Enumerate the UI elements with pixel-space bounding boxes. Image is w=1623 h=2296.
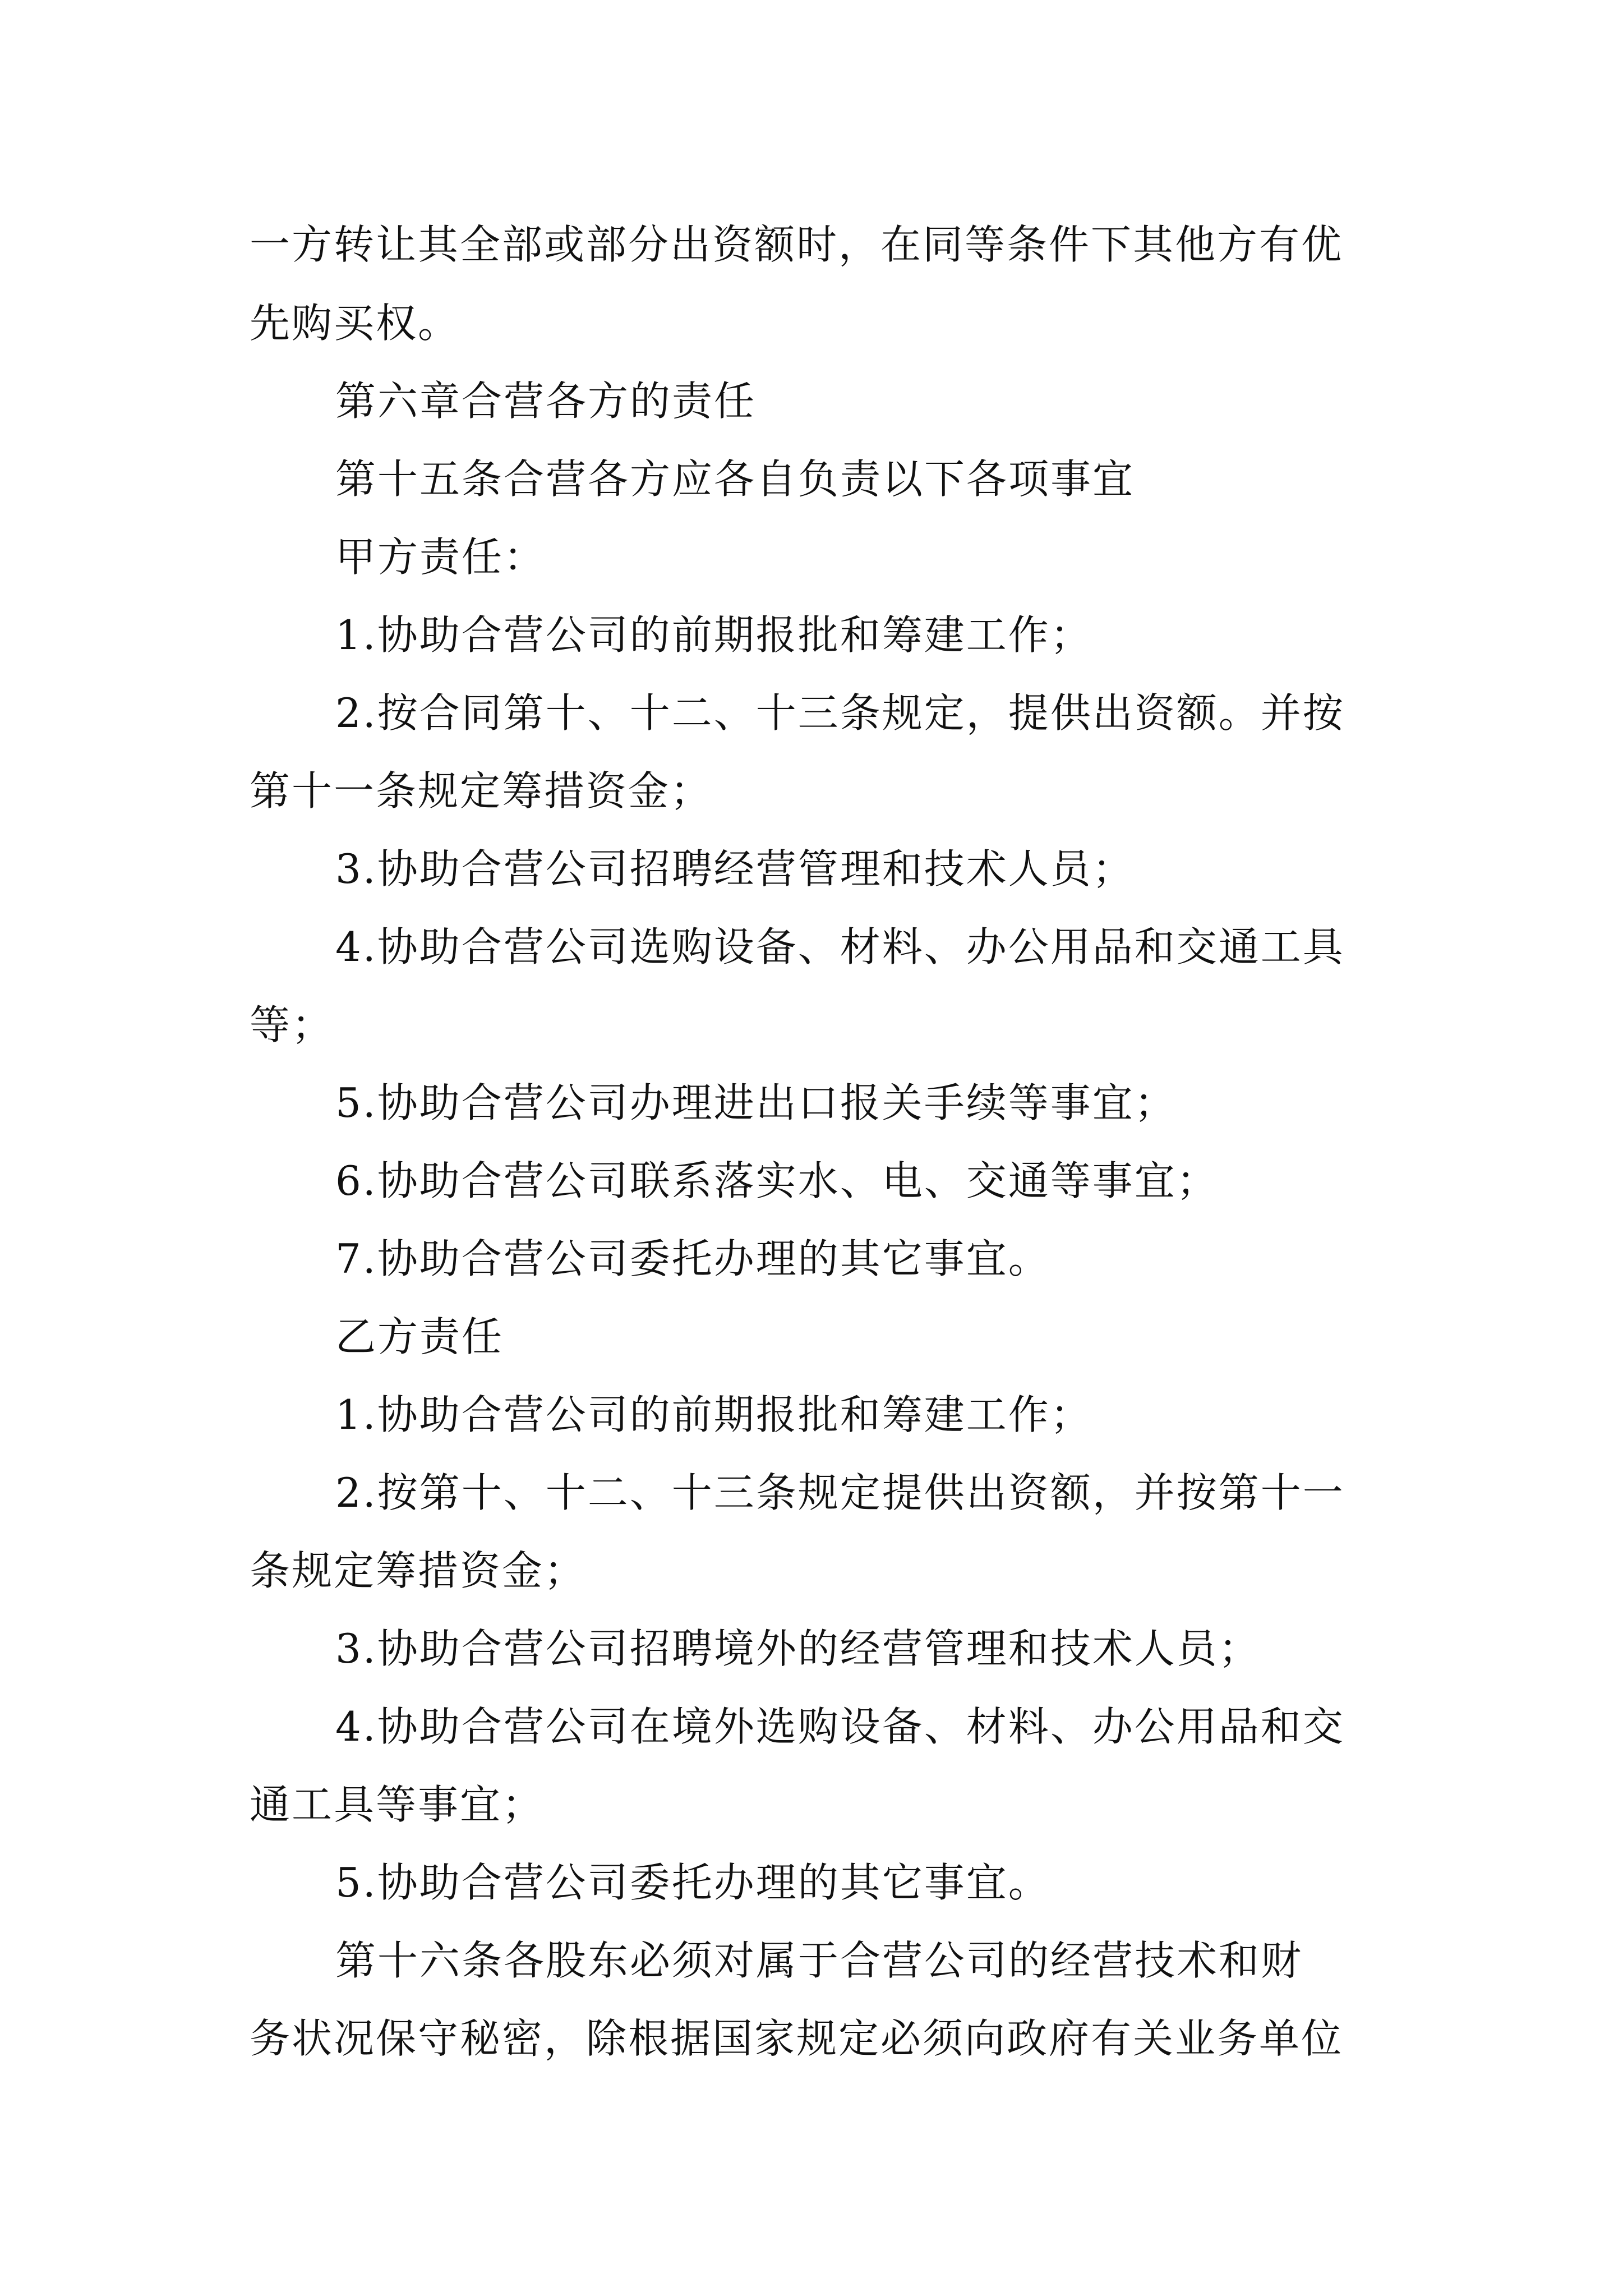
party-a-heading: 甲方责任： (335, 533, 546, 581)
text-line: 先购买权。 (250, 300, 460, 347)
party-b-heading: 乙方责任 (335, 1313, 504, 1360)
list-item: 3.协助合营公司招聘境外的经营管理和技术人员； (335, 1625, 1261, 1672)
list-item: 5.协助合营公司办理进出口报关手续等事宜； (335, 1079, 1177, 1126)
article-heading: 第十五条合营各方应各自负责以下各项事宜 (335, 455, 1135, 503)
list-item: 4.协助合营公司选购设备、材料、办公用品和交通工具 (335, 923, 1345, 970)
list-item: 3.协助合营公司招聘经营管理和技术人员； (335, 845, 1135, 892)
text-line: 一方转让其全部或部分出资额时，在同等条件下其他方有优 (250, 221, 1344, 268)
text-line: 务状况保守秘密，除根据国家规定必须向政府有关业务单位 (250, 2015, 1344, 2062)
list-item: 6.协助合营公司联系落实水、电、交通等事宜； (335, 1157, 1219, 1204)
list-item: 2.按合同第十、十二、十三条规定，提供出资额。并按 (335, 689, 1345, 737)
text-line: 第十一条规定筹措资金； (250, 767, 713, 815)
text-line: 等； (250, 1001, 334, 1048)
text-line: 条规定筹措资金； (250, 1547, 587, 1594)
list-item: 4.协助合营公司在境外选购设备、材料、办公用品和交 (335, 1703, 1345, 1750)
list-item: 2.按第十、十二、十三条规定提供出资额，并按第十一 (335, 1469, 1345, 1516)
list-item: 7.协助合营公司委托办理的其它事宜。 (335, 1235, 1050, 1282)
text-line: 通工具等事宜； (250, 1781, 545, 1828)
article-paragraph: 第十六条各股东必须对属于合营公司的经营技术和财 (335, 1937, 1303, 1984)
chapter-heading: 第六章合营各方的责任 (335, 378, 757, 425)
list-item: 5.协助合营公司委托办理的其它事宜。 (335, 1859, 1050, 1906)
list-item: 1.协助合营公司的前期报批和筹建工作； (335, 611, 1092, 659)
list-item: 1.协助合营公司的前期报批和筹建工作； (335, 1391, 1092, 1438)
